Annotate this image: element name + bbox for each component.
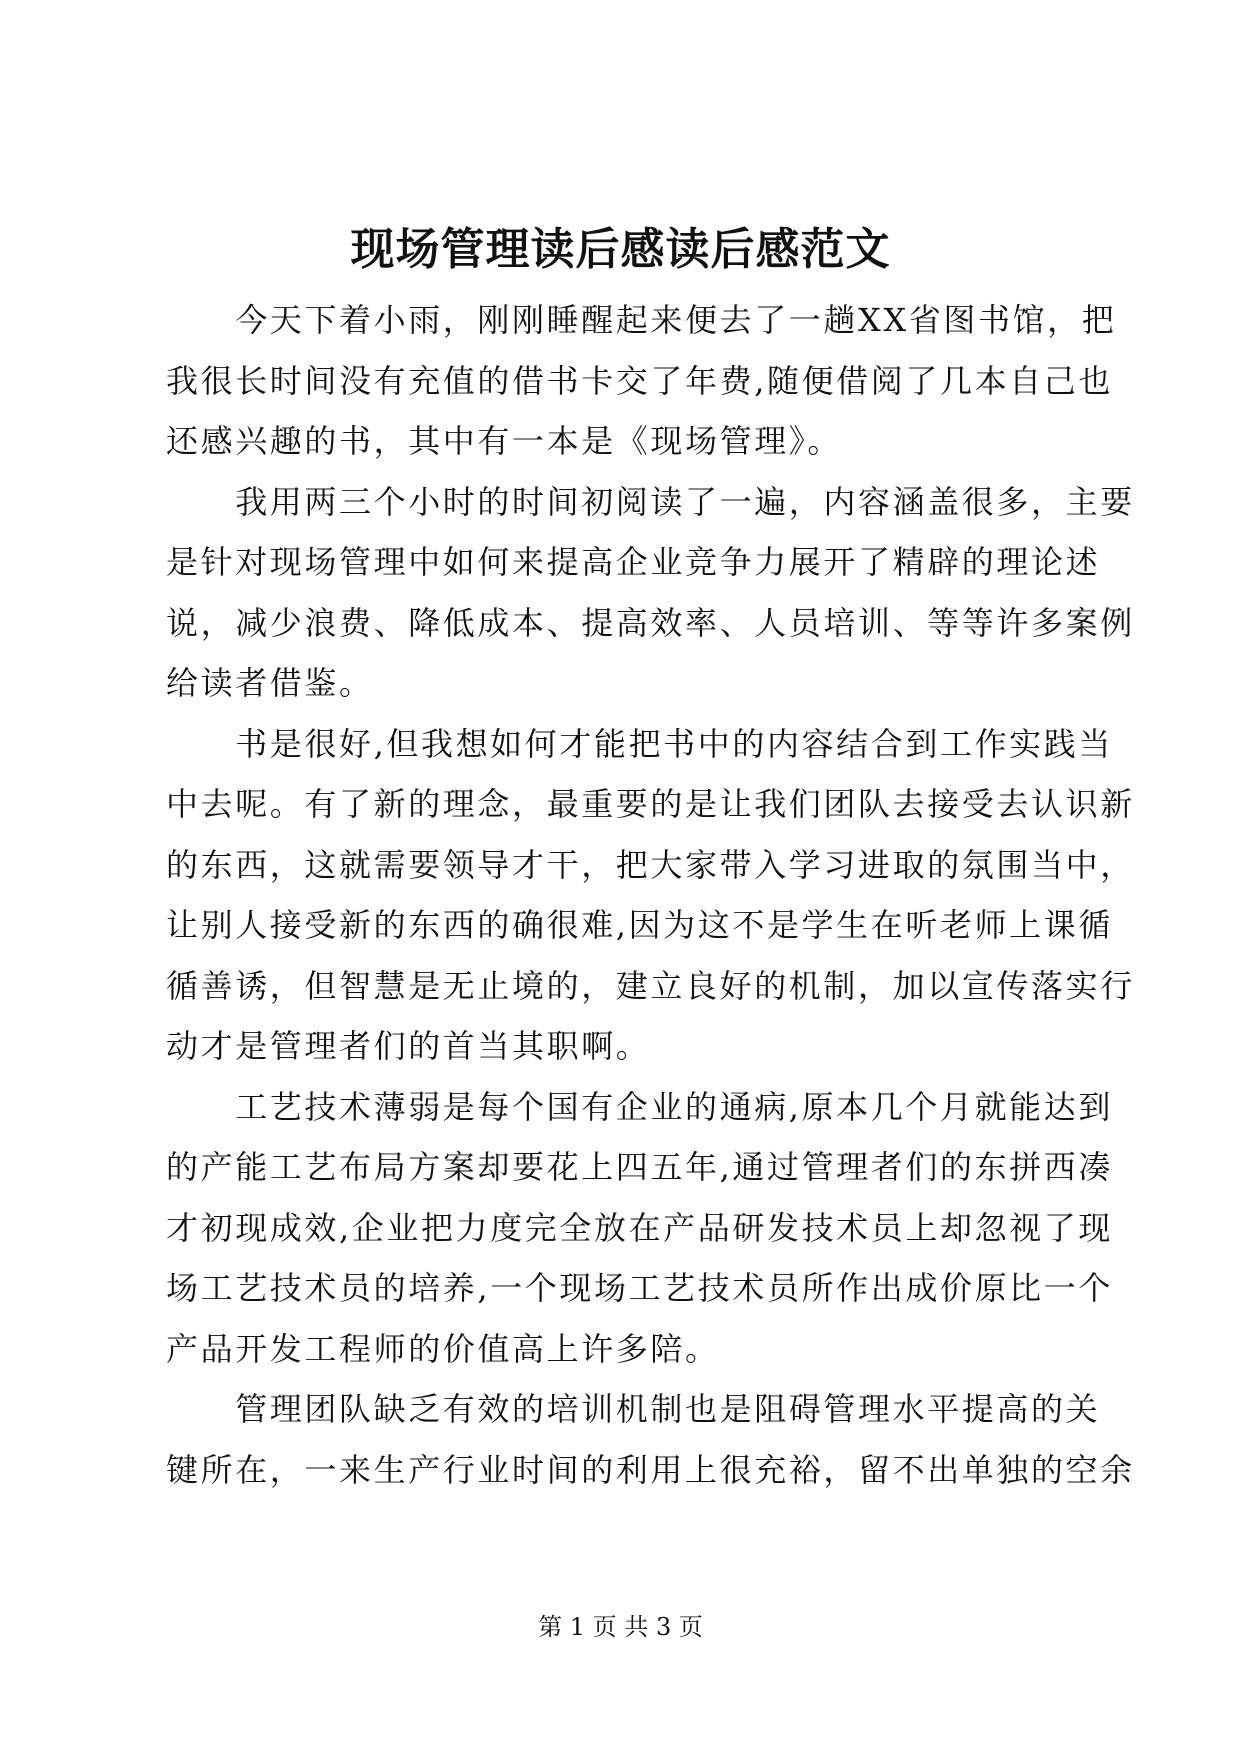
body-line: 是针对现场管理中如何来提高企业竞争力展开了精辟的理论述 bbox=[166, 543, 1101, 581]
body-line: 动才是管理者们的首当其职啊。 bbox=[166, 1027, 651, 1065]
body-line: 工艺技术薄弱是每个国有企业的通病,原本几个月就能达到 bbox=[166, 1087, 1113, 1126]
body-line: 给读者借鉴。 bbox=[166, 664, 374, 702]
body-line: 的产能工艺布局方案却要花上四五年,通过管理者们的东拼西凑 bbox=[166, 1148, 1113, 1186]
body-line: 还感兴趣的书，其中有一本是《现场管理》。 bbox=[166, 422, 843, 460]
document-body bbox=[166, 290, 1135, 1500]
body-line: 管理团队缺乏有效的培训机制也是阻碍管理水平提高的关 bbox=[166, 1390, 1101, 1428]
body-line: 产品开发工程师的价值高上许多陪。 bbox=[166, 1329, 720, 1368]
body-line: 中去呢。有了新的理念，最重要的是让我们团队去接受去认识新 bbox=[166, 785, 1135, 823]
body-line: 循善诱，但智慧是无止境的，建立良好的机制，加以宣传落实行 bbox=[166, 966, 1135, 1005]
body-line: 书是很好,但我想如何才能把书中的内容结合到工作实践当 bbox=[166, 724, 1113, 763]
body-line: 的东西，这就需要领导才干，把大家带入学习进取的氛围当中， bbox=[166, 845, 1135, 884]
body-line: 今天下着小雨，刚刚睡醒起来便去了一趟XX省图书馆，把 bbox=[166, 301, 1117, 339]
body-line: 我很长时间没有充值的借书卡交了年费,随便借阅了几本自己也 bbox=[166, 361, 1113, 400]
page-footer: 第 1 页 共 3 页 bbox=[538, 1613, 703, 1641]
body-line: 键所在，一来生产行业时间的利用上很充裕，留不出单独的空余 bbox=[166, 1450, 1135, 1489]
document-title: 现场管理读后感读后感范文 bbox=[350, 224, 891, 275]
body-line: 场工艺技术员的培养,一个现场工艺技术员所作出成价原比一个 bbox=[166, 1269, 1113, 1307]
body-line: 我用两三个小时的时间初阅读了一遍，内容涵盖很多，主要 bbox=[166, 482, 1135, 521]
body-line: 让别人接受新的东西的确很难,因为这不是学生在听老师上课循 bbox=[166, 906, 1113, 944]
body-line: 才初现成效,企业把力度完全放在产品研发技术员上却忽视了现 bbox=[166, 1208, 1113, 1247]
body-line: 说，减少浪费、降低成本、提高效率、人员培训、等等许多案例 bbox=[166, 603, 1135, 642]
